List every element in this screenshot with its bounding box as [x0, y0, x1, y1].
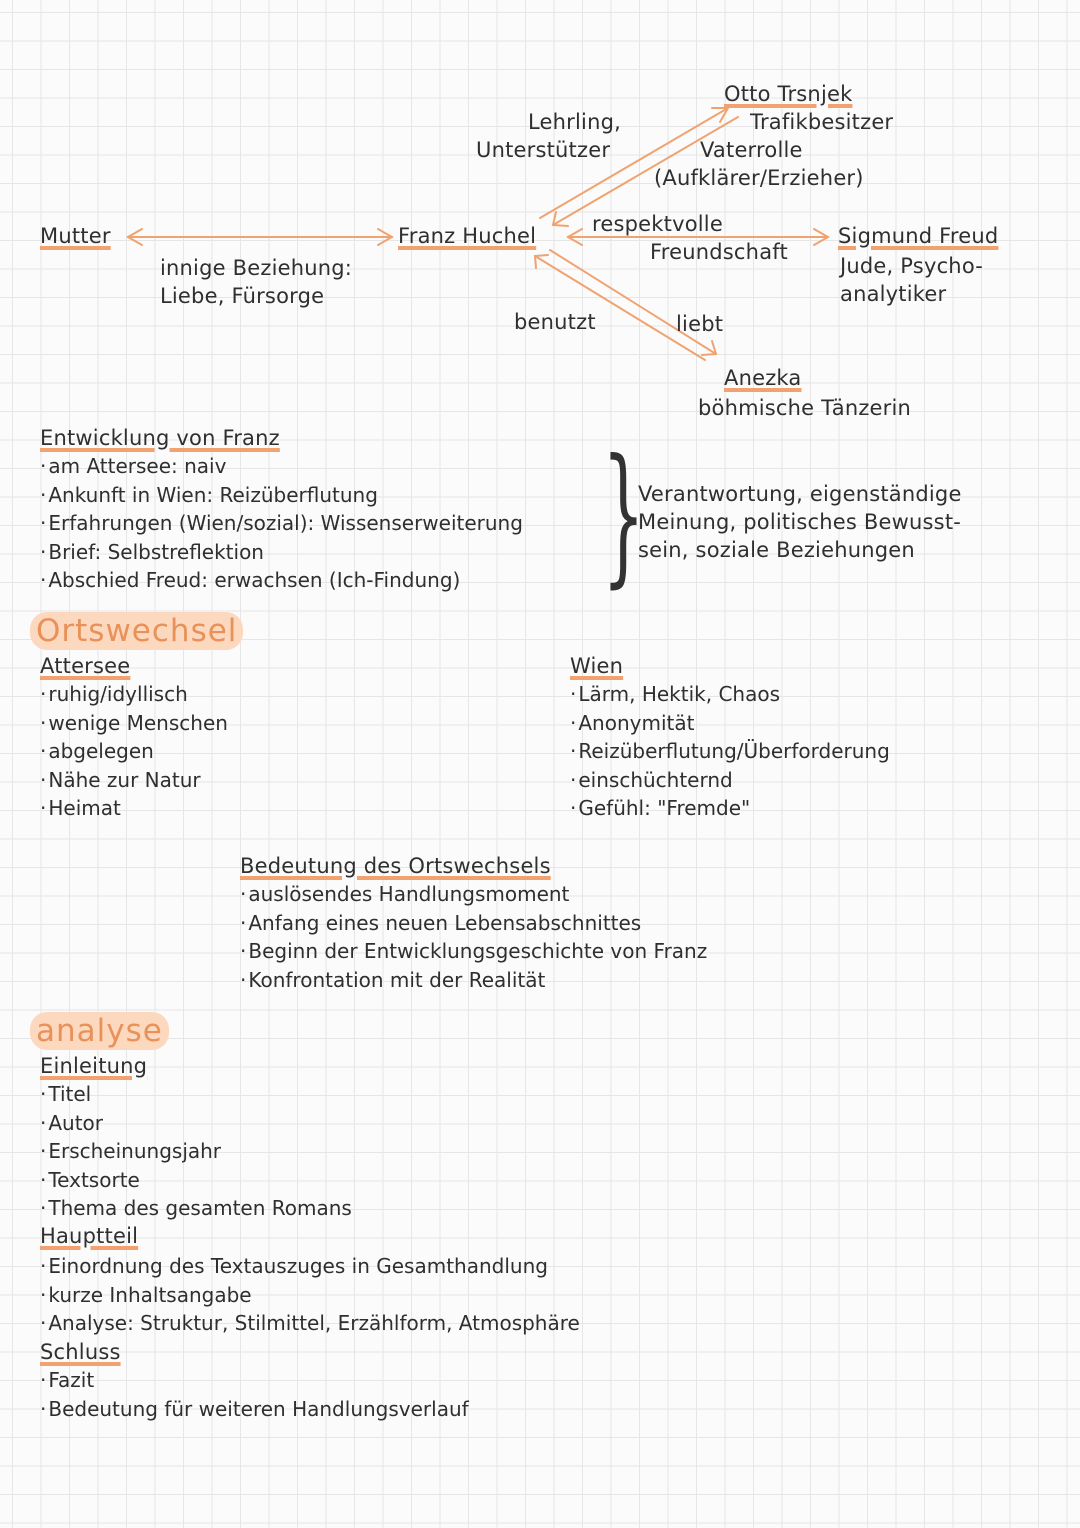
list-item: · einschüchternd	[570, 766, 890, 795]
list-item: · Nähe zur Natur	[40, 766, 228, 795]
attersee-title: Attersee	[40, 654, 131, 678]
list-item: · Abschied Freud: erwachsen (Ich-Findung)	[40, 566, 523, 595]
anezka-desc: böhmische Tänzerin	[698, 396, 912, 420]
anezka-relation-benutzt: benutzt	[514, 310, 596, 334]
freud-relation-line-1: respektvolle	[592, 212, 723, 236]
list-item: · ruhig/idyllisch	[40, 680, 228, 709]
list-item: · Brief: Selbstreflektion	[40, 538, 523, 567]
otto-relation-line-1: Lehrling,	[528, 110, 621, 134]
node-mutter: Mutter	[40, 224, 111, 248]
list-item: · am Attersee: naiv	[40, 452, 523, 481]
list-item: · Autor	[40, 1109, 352, 1138]
entwicklung-title: Entwicklung von Franz	[40, 426, 280, 450]
node-franz: Franz Huchel	[398, 224, 537, 248]
list-item: · Thema des gesamten Romans	[40, 1194, 352, 1223]
ortswechsel-heading: Ortswechsel	[30, 612, 243, 650]
list-item: · Fazit	[40, 1366, 469, 1395]
list-item: · Textsorte	[40, 1166, 352, 1195]
list-item: · Einordnung des Textauszuges in Gesamthandlung	[40, 1252, 580, 1281]
list-item: · Anfang eines neuen Lebensabschnittes	[240, 909, 707, 938]
list-item: · Analyse: Struktur, Stilmittel, Erzählform, Atmosphäre	[40, 1309, 580, 1338]
list-item: · kurze Inhaltsangabe	[40, 1281, 580, 1310]
anezka-relation-liebt: liebt	[676, 312, 724, 336]
list-item: · Lärm, Hektik, Chaos	[570, 680, 890, 709]
hauptteil-list	[40, 1252, 580, 1338]
otto-desc-2: Vaterrolle	[700, 138, 803, 162]
list-item: · Reizüberflutung/Überforderung	[570, 737, 890, 766]
freud-desc-1: Jude, Psycho-	[840, 254, 984, 278]
einleitung-title: Einleitung	[40, 1054, 148, 1078]
freud-desc-2: analytiker	[840, 282, 947, 306]
entwicklung-summary-1: Verantwortung, eigenständige	[638, 482, 962, 506]
mutter-relation-line-2: Liebe, Fürsorge	[160, 284, 325, 308]
schluss-list	[40, 1366, 469, 1423]
entwicklung-list	[40, 452, 523, 595]
hauptteil-title: Hauptteil	[40, 1224, 139, 1248]
otto-desc-3: (Aufklärer/Erzieher)	[654, 166, 864, 190]
list-item: · Konfrontation mit der Realität	[240, 966, 707, 995]
freud-relation-line-2: Freundschaft	[650, 240, 788, 264]
list-item: · Anonymität	[570, 709, 890, 738]
list-item: · Gefühl: "Fremde"	[570, 794, 890, 823]
curly-brace: }	[602, 428, 645, 602]
einleitung-list	[40, 1080, 352, 1223]
bedeutung-list	[240, 880, 707, 994]
mutter-relation-line-1: innige Beziehung:	[160, 256, 353, 280]
list-item: · auslösendes Handlungsmoment	[240, 880, 707, 909]
list-item: · Erfahrungen (Wien/sozial): Wissenserweiterung	[40, 509, 523, 538]
wien-title: Wien	[570, 654, 624, 678]
attersee-list	[40, 680, 228, 823]
bedeutung-title: Bedeutung des Ortswechsels	[240, 854, 551, 878]
list-item: · abgelegen	[40, 737, 228, 766]
wien-list	[570, 680, 890, 823]
list-item: · wenige Menschen	[40, 709, 228, 738]
otto-relation-line-2: Unterstützer	[476, 138, 611, 162]
list-item: · Erscheinungsjahr	[40, 1137, 352, 1166]
list-item: · Beginn der Entwicklungsgeschichte von Franz	[240, 937, 707, 966]
list-item: · Bedeutung für weiteren Handlungsverlauf	[40, 1395, 469, 1424]
analyse-heading: analyse	[30, 1012, 169, 1050]
list-item: · Heimat	[40, 794, 228, 823]
node-anezka: Anezka	[724, 366, 802, 390]
schluss-title: Schluss	[40, 1340, 121, 1364]
list-item: · Titel	[40, 1080, 352, 1109]
node-otto: Otto Trsnjek	[724, 82, 853, 106]
node-freud: Sigmund Freud	[838, 224, 999, 248]
otto-desc-1: Trafikbesitzer	[750, 110, 894, 134]
entwicklung-summary-2: Meinung, politisches Bewusst-	[638, 510, 962, 534]
entwicklung-summary-3: sein, soziale Beziehungen	[638, 538, 915, 562]
list-item: · Ankunft in Wien: Reizüberflutung	[40, 481, 523, 510]
